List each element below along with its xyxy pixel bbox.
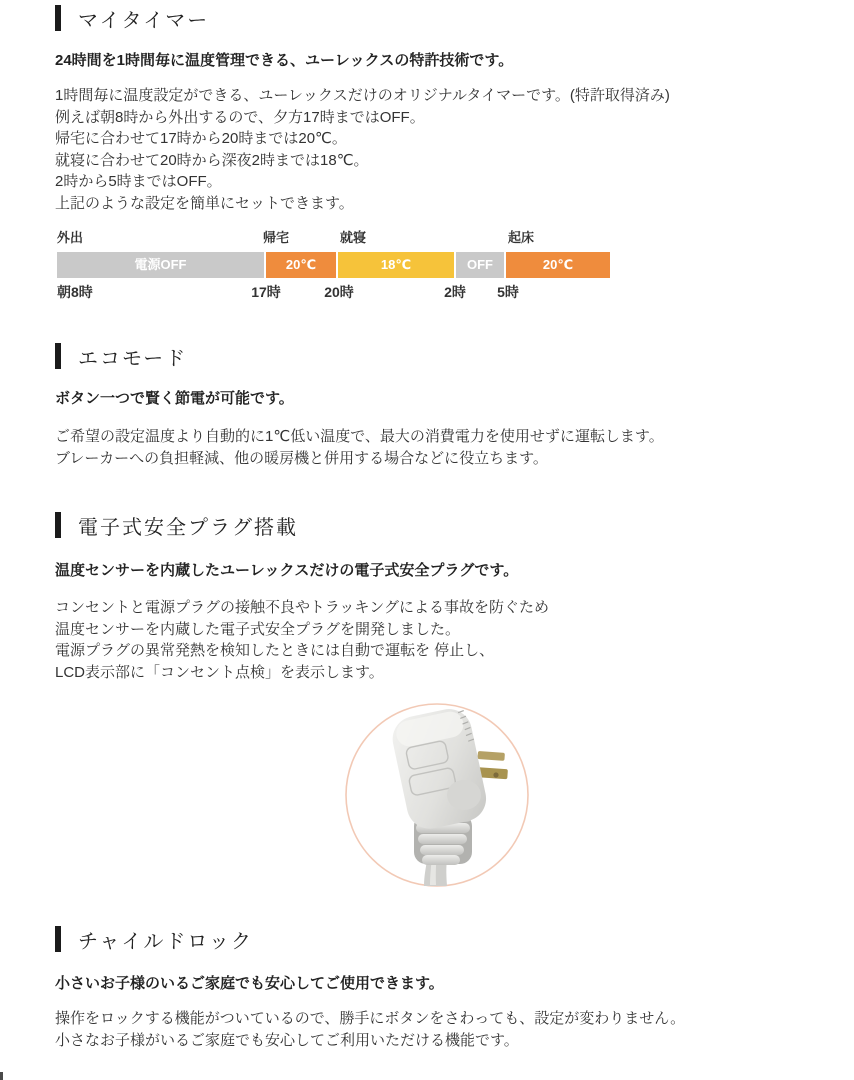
safety-plug-photo [344, 702, 530, 888]
body-line: 2時から5時まではOFF。 [55, 173, 222, 190]
timeline-activity-label: 起床 [508, 230, 535, 245]
timeline-segment: 20℃ [506, 252, 610, 278]
timeline-time-label: 20時 [324, 284, 354, 300]
timeline-segment: 20℃ [266, 252, 336, 278]
section-title: 電子式安全プラグ搭載 [78, 516, 298, 539]
body-line: LCD表示部に「コンセント点検」を表示します。 [55, 663, 384, 681]
heading-accent-bar [55, 512, 61, 538]
body-line: 帰宅に合わせて17時から20時までは20℃。 [55, 130, 347, 147]
safety-plug-figure [344, 702, 530, 888]
section-title: マイタイマー [78, 9, 210, 32]
timeline-time-label: 朝8時 [57, 284, 93, 300]
timeline-activity-label: 就寝 [340, 230, 367, 245]
section-lead: 24時間を1時間毎に温度管理できる、ユーレックスの特許技術です。 [55, 52, 514, 69]
section-heading [55, 926, 253, 952]
body-line: 1時間毎に温度設定ができる、ユーレックスだけのオリジナルタイマーです。(特許取得済み) [55, 87, 670, 104]
body-line: ご希望の設定温度より自動的に1℃低い温度で、最大の消費電力を使用せずに運転します。 [55, 428, 664, 445]
timeline-segment: 18℃ [338, 252, 454, 278]
body-line: 例えば朝8時から外出するので、夕方17時まではOFF。 [55, 108, 425, 126]
section-lead: 小さいお子様のいるご家庭でも安心してご使用できます。 [55, 975, 444, 992]
timeline-time-label: 2時 [444, 284, 466, 300]
section-heading [55, 5, 209, 31]
body-line: 温度センサーを内蔵した電子式安全プラグを開発しました。 [55, 620, 461, 638]
section-title: チャイルドロック [78, 930, 253, 953]
section-lead: 温度センサーを内蔵したユーレックスだけの電子式安全プラグです。 [55, 562, 519, 579]
section-body [55, 85, 670, 214]
section-heading [55, 343, 187, 369]
timeline-segment: 電源OFF [57, 252, 264, 278]
section-body [55, 1008, 685, 1051]
section-title: エコモード [78, 347, 188, 370]
body-line: 電源プラグの異常発熱を検知したときには自動で運転を 停止し、 [55, 642, 495, 659]
body-line: 小さなお子様がいるご家庭でも安心してご利用いただける機能です。 [55, 1031, 519, 1049]
timeline-segment: OFF [456, 252, 504, 278]
timeline-bottom-labels [0, 282, 854, 300]
plug-body-lobe [447, 780, 481, 810]
timeline-activity-label: 外出 [57, 230, 84, 245]
heading-accent-bar [55, 926, 61, 952]
body-line: コンセントと電源プラグの接触不良やトラッキングによる事故を防ぐため [55, 599, 549, 616]
timeline-activity-label: 帰宅 [263, 230, 290, 245]
timeline-top-labels [0, 227, 854, 245]
body-line: 操作をロックする機能がついているので、勝手にボタンをさわっても、設定が変わりません。 [55, 1010, 686, 1027]
section-heading [55, 512, 298, 538]
body-line: 就寝に合わせて20時から深夜2時までは18℃。 [55, 151, 369, 169]
heading-accent-bar [55, 343, 61, 369]
timeline-bar [0, 252, 854, 278]
section-lead: ボタン一つで賢く節電が可能です。 [55, 390, 294, 407]
heading-accent-bar [55, 5, 61, 31]
body-line: ブレーカーへの負担軽減、他の暖房機と併用する場合などに役立ちます。 [55, 449, 548, 467]
partial-element-bottom-left [0, 1072, 3, 1080]
body-line: 上記のような設定を簡単にセットできます。 [55, 194, 354, 212]
timeline-time-label: 17時 [251, 284, 281, 300]
section-body [55, 597, 549, 683]
timeline-time-label: 5時 [497, 284, 519, 300]
section-body [55, 426, 664, 469]
